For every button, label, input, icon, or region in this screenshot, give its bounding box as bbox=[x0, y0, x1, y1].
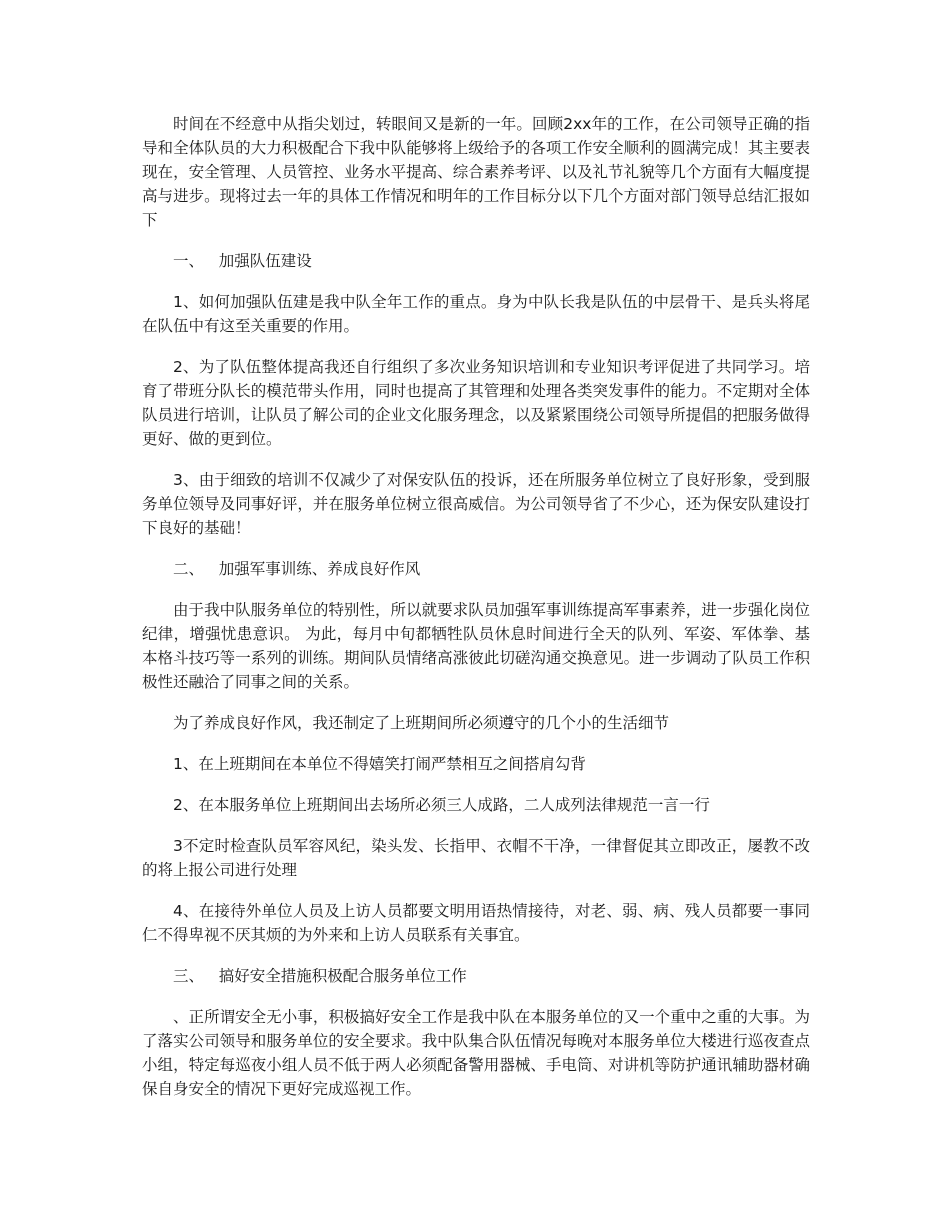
body-paragraph: 3、由于细致的培训不仅减少了对保安队伍的投诉，还在所服务单位树立了良好形象，受到服务单位领导及同事好评，并在服务单位树立很高威信。为公司领导省了不少心，还为保安队建设打下良好的基础！ bbox=[142, 471, 810, 537]
section-heading-1: 一、 加强队伍建设 bbox=[173, 252, 312, 270]
body-paragraph: 4、在接待外单位人员及上访人员都要文明用语热情接待，对老、弱、病、残人员都要一事同仁不得卑视不厌其烦的为外来和上访人员联系有关事宜。 bbox=[142, 902, 810, 944]
body-paragraph: 3不定时检查队员军容风纪，染头发、长指甲、衣帽不干净，一律督促其立即改正，屡教不改的将上报公司进行处理 bbox=[142, 837, 810, 879]
body-paragraph: 、正所谓安全无小事，积极搞好安全工作是我中队在本服务单位的又一个重中之重的大事。为了落实公司领导和服务单位的安全要求。我中队集合队伍情况每晚对本服务单位大楼进行巡夜查点小组，特定每巡夜小组人员不低于两人必须配备警用器械、手电筒、对讲机等防护通讯辅助器材确保自身安全的情况下更好完成巡视工作。 bbox=[142, 1008, 810, 1098]
body-paragraph: 为了养成良好作风，我还制定了上班期间所必须遵守的几个小的生活细节 bbox=[173, 714, 670, 732]
body-paragraph: 1、在上班期间在本单位不得嬉笑打闹严禁相互之间搭肩勾背 bbox=[173, 755, 586, 773]
section-heading-3: 三、 搞好安全措施积极配合服务单位工作 bbox=[173, 967, 467, 985]
body-paragraph: 由于我中队服务单位的特别性，所以就要求队员加强军事训练提高军事素养，进一步强化岗位纪律，增强忧患意识。 为此，每月中旬都牺牲队员休息时间进行全天的队列、军姿、军体拳、基本格斗技巧等一系列的训练。期间队员情绪高涨彼此切磋沟通交换意见。进一步调动了队员工作积极性还融洽了同事之间的关系。 bbox=[142, 601, 810, 691]
body-paragraph: 1、如何加强队伍建是我中队全年工作的重点。身为中队长我是队伍的中层骨干、是兵头将尾在队伍中有这至关重要的作用。 bbox=[142, 293, 810, 335]
intro-paragraph: 时间在不经意中从指尖划过，转眼间又是新的一年。回顾2xx年的工作，在公司领导正确的指导和全体队员的大力积极配合下我中队能够将上级给予的各项工作安全顺利的圆满完成！其主要表现在，安全管理、人员管控、业务水平提高、综合素养考评、以及礼节礼貌等几个方面有大幅度提高与进步。现将过去一年的具体工作情况和明年的工作目标分以下几个方面对部门领导总结汇报如下 bbox=[142, 115, 810, 229]
body-paragraph: 2、为了队伍整体提高我还自行组织了多次业务知识培训和专业知识考评促进了共同学习。培育了带班分队长的模范带头作用，同时也提高了其管理和处理各类突发事件的能力。不定期对全体队员进行培训，让队员了解公司的企业文化服务理念，以及紧紧围绕公司领导所提倡的把服务做得更好、做的更到位。 bbox=[142, 358, 810, 448]
body-paragraph: 2、在本服务单位上班期间出去场所必须三人成路，二人成列法律规范一言一行 bbox=[173, 796, 710, 814]
document-body bbox=[142, 112, 810, 1118]
section-heading-2: 二、 加强军事训练、养成良好作风 bbox=[173, 560, 421, 578]
